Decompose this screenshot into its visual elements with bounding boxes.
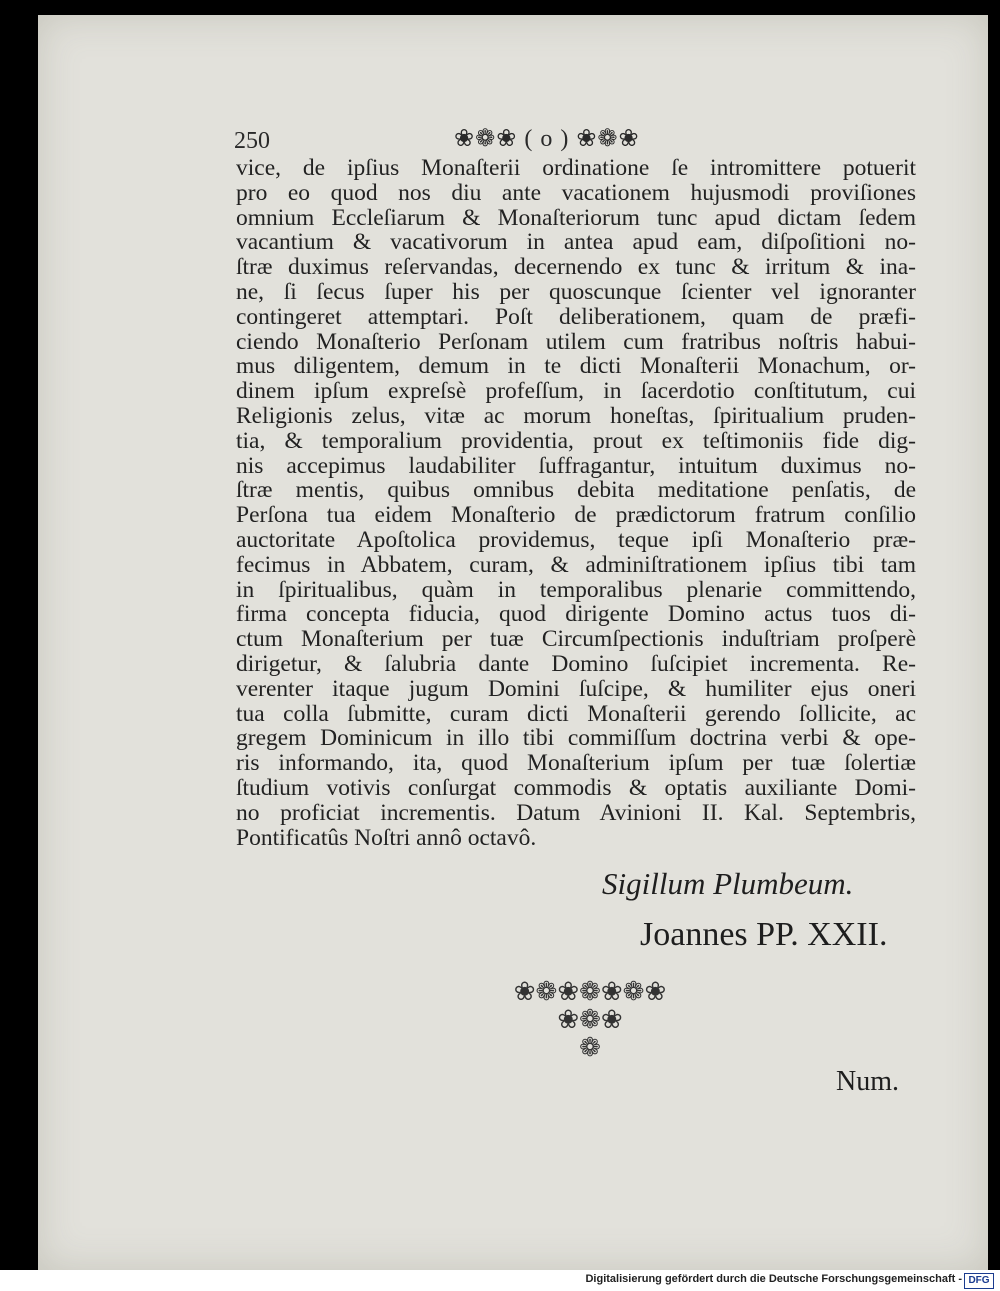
text-line: dinem ipſum expreſsè profeſſum, in ſacerdotio conſtitutum, cui [236, 378, 916, 405]
text-line: verenter itaque jugum Domini ſuſcipe, & humiliter ejus oneri [236, 675, 916, 702]
text-line: omnium Eccleſiarum & Monaſteriorum tunc apud dictam ſedem [236, 204, 916, 231]
body-text [236, 156, 916, 850]
text-line: mus diligentem, demum in te dicti Monaſterii Monachum, or- [236, 353, 916, 380]
text-line: contingeret attemptari. Poſt deliberationem, quam de præfi- [236, 303, 916, 330]
text-line: tia, & temporalium providentia, prout ex teſtimoniis fide dig- [236, 427, 916, 454]
catchword: Num. [836, 1066, 899, 1097]
text-line: vice, de ipſius Monaſterii ordinatione ſe intromittere potuerit [236, 155, 916, 181]
text-line: dirigetur, & ſalubria dante Domino ſuſcipiet incrementa. Re- [236, 650, 916, 677]
ornament-row: ❁ [579, 1033, 601, 1063]
text-line: Pontificatûs Noſtri annô octavô. [236, 824, 537, 851]
text-line: ſtudium votivis conſurgat commodis & optatis auxiliante Domi- [236, 774, 916, 801]
signature: Joannes PP. XXII. [640, 916, 888, 953]
ornament-row: ❀❁❀ [557, 1005, 623, 1035]
ornament-row: ❀❁❀❁❀❁❀ [513, 977, 667, 1007]
text-line: in ſpiritualibus, quàm in temporalibus plenarie committendo, [236, 576, 916, 603]
text-line: firma concepta fiducia, quod dirigente Domino actus tuos di- [236, 601, 916, 628]
text-line: gregem Dominicum in illo tibi commiſſum doctrina verbi & ope- [236, 725, 916, 752]
text-line: ciendo Monaſterio Perſonam utilem cum fratribus noſtris habui- [236, 328, 916, 355]
footer-bar [0, 1270, 1000, 1291]
text-line: ſtræ mentis, quibus omnibus debita meditatione penſatis, de [236, 477, 916, 504]
text-line: ris informando, ita, quod Monaſterium ipſum per tuæ ſolertiæ [236, 750, 916, 777]
text-line: Perſona tua eidem Monaſterio de prædictorum fratrum conſilio [236, 502, 916, 529]
seal-line: Sigillum Plumbeum. [602, 866, 854, 901]
text-line: ctum Monaſterium per tuæ Circumſpectionis induſtriam proſperè [236, 626, 916, 653]
dfg-logo[interactable]: DFG [964, 1273, 994, 1289]
text-line: nis accepimus laudabiliter ſuffragantur, intuitum duximus no- [236, 452, 916, 479]
text-line: auctoritate Apoſtolica providemus, teque ipſi Monaſterio præ- [236, 526, 916, 553]
text-line: fecimus in Abbatem, curam, & adminiſtrationem ipſius tibi tam [236, 551, 916, 578]
tailpiece-ornament [490, 978, 690, 1062]
page-number: 250 [234, 128, 270, 154]
text-line: no proficiat incrementis. Datum Avinioni II. Kal. Septembris, [236, 799, 916, 826]
text-line: ſtræ duximus reſervandas, decernendo ex tunc & irritum & ina- [236, 254, 916, 281]
text-line: ne, ſi ſecus ſuper his per quoscunque ſcienter vel ignoranter [236, 278, 916, 305]
funding-note: Digitalisierung gefördert durch die Deutsche Forschungsgemeinschaft - [585, 1273, 962, 1285]
text-line: tua colla ſubmitte, curam dicti Monaſterii gerendo ſollicite, ac [236, 700, 916, 727]
text-line: pro eo quod nos diu ante vacationem hujusmodi proviſiones [236, 179, 916, 206]
header-ornament: ❀❁❀ ( o ) ❀❁❀ [454, 126, 640, 152]
text-line: vacantium & vacativorum in antea apud eam, diſpoſitioni no- [236, 229, 916, 256]
text-line: Religionis zelus, vitæ ac morum honeſtas, ſpiritualium pruden- [236, 402, 916, 429]
